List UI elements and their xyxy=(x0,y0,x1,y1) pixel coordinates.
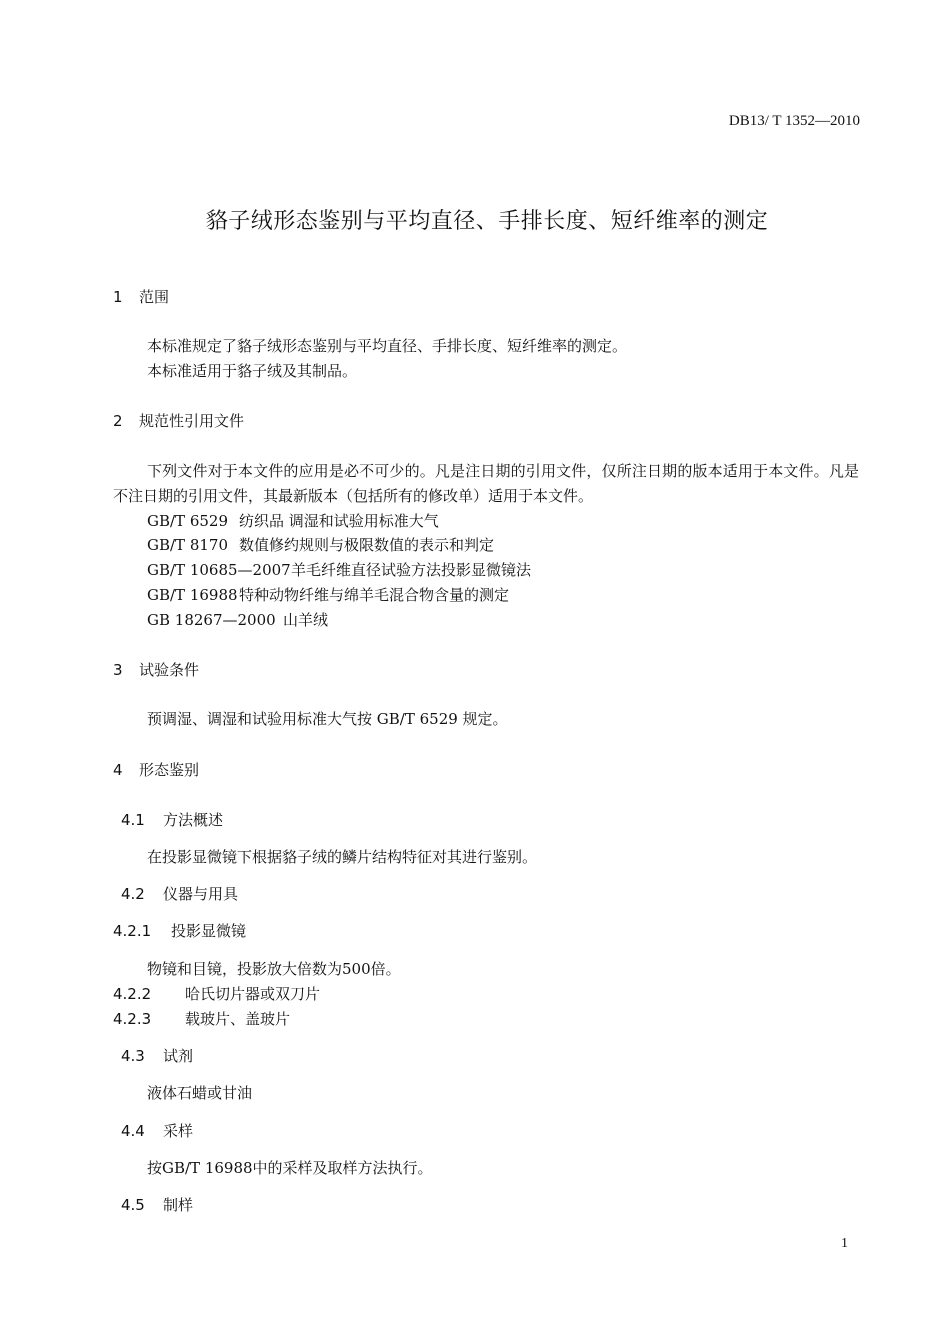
section-number: 4.2 xyxy=(121,885,145,903)
section-title: 载玻片、盖玻片 xyxy=(185,1010,291,1028)
section-number: 1 xyxy=(113,288,123,306)
section-title: 形态鉴别 xyxy=(139,761,200,779)
subsection-4-2-heading xyxy=(121,883,238,904)
reference-item xyxy=(147,609,328,630)
paragraph: 本标准规定了貉子绒形态鉴别与平均直径、手排长度、短纤维率的测定。 xyxy=(147,337,628,355)
section-2-heading xyxy=(113,410,244,431)
section-title: 采样 xyxy=(163,1122,194,1140)
section-4-heading xyxy=(113,759,199,780)
reference-name: 羊毛纤维直径试验方法投影显微镜法 xyxy=(291,561,532,579)
reference-name: 纺织品 调湿和试验用标准大气 xyxy=(239,512,439,530)
reference-code: GB/T 16988 xyxy=(147,586,238,604)
reference-item xyxy=(147,584,509,605)
section-title: 制样 xyxy=(163,1196,194,1214)
page-number: 1 xyxy=(841,1236,848,1251)
subsection-4-4-heading xyxy=(121,1120,193,1141)
reference-name: 特种动物纤维与绵羊毛混合物含量的测定 xyxy=(239,586,510,604)
paragraph: 本标准适用于貉子绒及其制品。 xyxy=(147,362,358,380)
section-number: 4.1 xyxy=(121,811,145,829)
paragraph: 预调湿、调湿和试验用标准大气按 GB/T 6529 规定。 xyxy=(147,710,508,728)
section-title: 试剂 xyxy=(163,1047,194,1065)
section-number: 4.2.1 xyxy=(113,922,152,940)
reference-name: 数值修约规则与极限数值的表示和判定 xyxy=(239,536,495,554)
section-title: 投影显微镜 xyxy=(171,922,247,940)
section-3-heading xyxy=(113,659,199,680)
reference-name: 山羊绒 xyxy=(283,611,329,629)
paragraph: 物镜和目镜，投影放大倍数为500倍。 xyxy=(147,960,401,978)
subsection-4-2-1-heading xyxy=(113,920,246,941)
paragraph: 下列文件对于本文件的应用是必不可少的。凡是注日期的引用文件，仅所注日期的版本适用于本文件。凡是不注日期的引用文件，其最新版本（包括所有的修改单）适用于本文件。 xyxy=(113,462,859,505)
section-title: 范围 xyxy=(139,288,170,306)
subsection-4-3-heading xyxy=(121,1045,193,1066)
section-number: 4.4 xyxy=(121,1122,145,1140)
reference-code: GB 18267—2000 xyxy=(147,611,276,629)
section-number: 4 xyxy=(113,761,123,779)
section-title: 哈氏切片器或双刀片 xyxy=(185,985,321,1003)
subsection-4-2-2-heading xyxy=(113,983,320,1004)
section-number: 2 xyxy=(113,412,123,430)
section-number: 4.5 xyxy=(121,1196,145,1214)
subsection-4-5-heading xyxy=(121,1194,193,1215)
section-number: 4.3 xyxy=(121,1047,145,1065)
reference-item xyxy=(147,559,531,580)
reference-code: GB/T 8170 xyxy=(147,536,229,554)
subsection-4-1-heading xyxy=(121,809,223,830)
reference-code: GB/T 6529 xyxy=(147,512,229,530)
reference-item xyxy=(147,510,439,531)
standard-number: DB13/ T 1352—2010 xyxy=(728,113,860,129)
paragraph: 液体石蜡或甘油 xyxy=(147,1084,253,1102)
document-title: 貉子绒形态鉴别与平均直径、手排长度、短纤维率的测定 xyxy=(205,209,769,234)
subsection-4-2-3-heading xyxy=(113,1008,290,1029)
section-title: 方法概述 xyxy=(163,811,224,829)
section-title: 仪器与用具 xyxy=(163,885,239,903)
reference-code: GB/T 10685—2007 xyxy=(147,561,291,579)
section-title: 试验条件 xyxy=(139,661,200,679)
paragraph: 按GB/T 16988中的采样及取样方法执行。 xyxy=(147,1159,433,1177)
paragraph: 在投影显微镜下根据貉子绒的鳞片结构特征对其进行鉴别。 xyxy=(147,848,538,866)
section-number: 4.2.3 xyxy=(113,1010,152,1028)
section-number: 3 xyxy=(113,661,123,679)
section-number: 4.2.2 xyxy=(113,985,152,1003)
section-title: 规范性引用文件 xyxy=(139,412,245,430)
reference-item xyxy=(147,534,494,555)
section-1-heading xyxy=(113,286,169,307)
